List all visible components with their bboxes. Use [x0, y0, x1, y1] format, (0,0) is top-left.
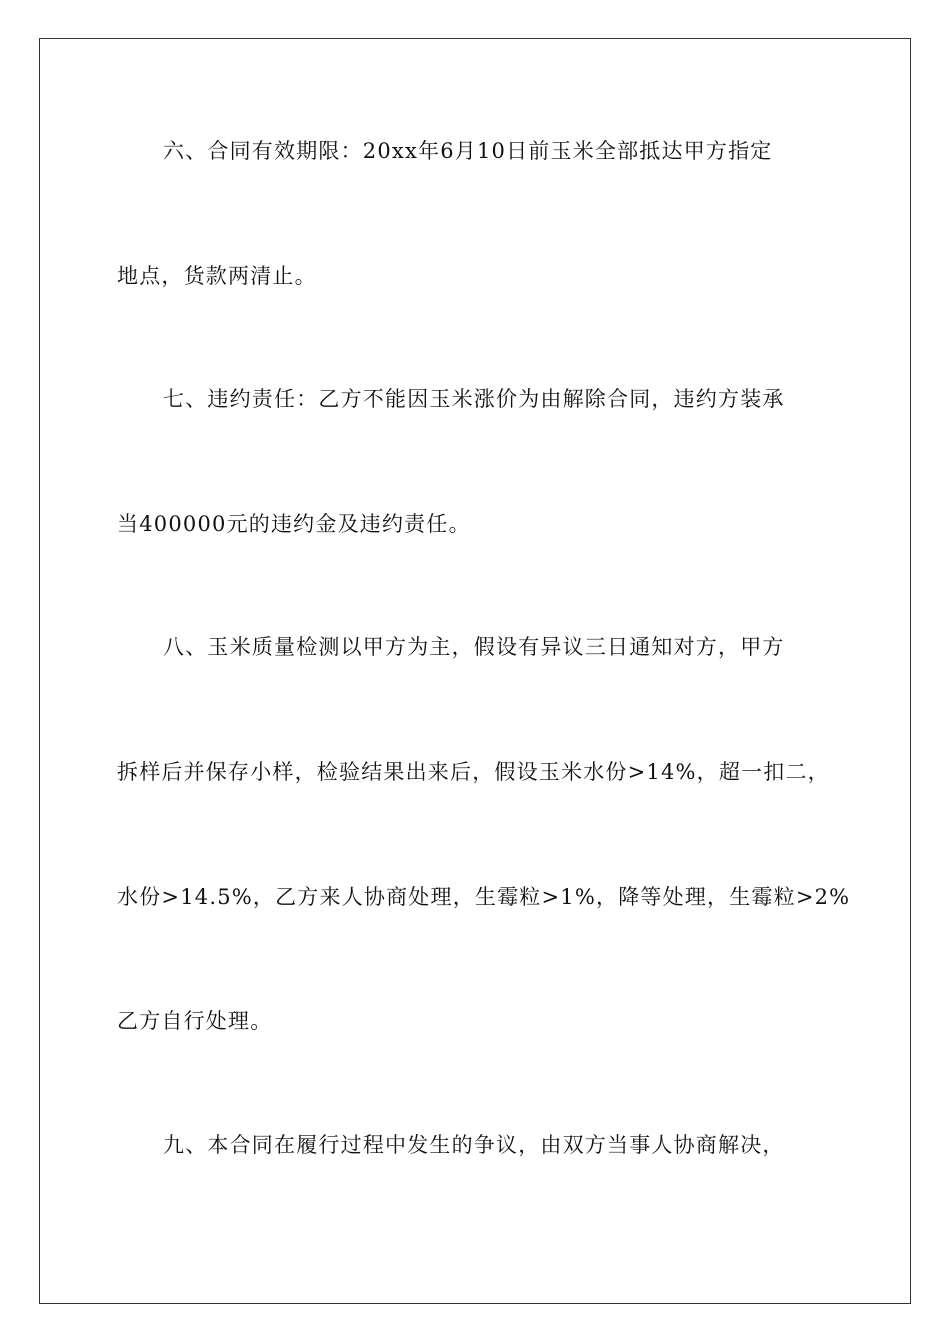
- clause-7-line-1: 七、违约责任：乙方不能因玉米涨价为由解除合同，违约方装承: [163, 387, 785, 411]
- clause-6-line-2: 地点，货款两清止。: [117, 264, 317, 288]
- clause-6-line-1: 六、合同有效期限：20xx年6月10日前玉米全部抵达甲方指定: [163, 139, 773, 163]
- clause-8-line-4: 乙方自行处理。: [117, 1009, 273, 1033]
- page-border: [39, 38, 911, 1304]
- clause-9-line-1: 九、本合同在履行过程中发生的争议，由双方当事人协商解决，: [163, 1133, 785, 1157]
- clause-7-line-2: 当400000元的违约金及违约责任。: [117, 512, 471, 536]
- clause-8-line-1: 八、玉米质量检测以甲方为主，假设有异议三日通知对方，甲方: [163, 635, 785, 659]
- clause-8-line-2: 拆样后并保存小样，检验结果出来后，假设玉米水份>14%，超一扣二，: [117, 760, 830, 784]
- clause-8-line-3: 水份>14.5%，乙方来人协商处理，生霉粒>1%，降等处理，生霉粒>2%: [117, 885, 851, 909]
